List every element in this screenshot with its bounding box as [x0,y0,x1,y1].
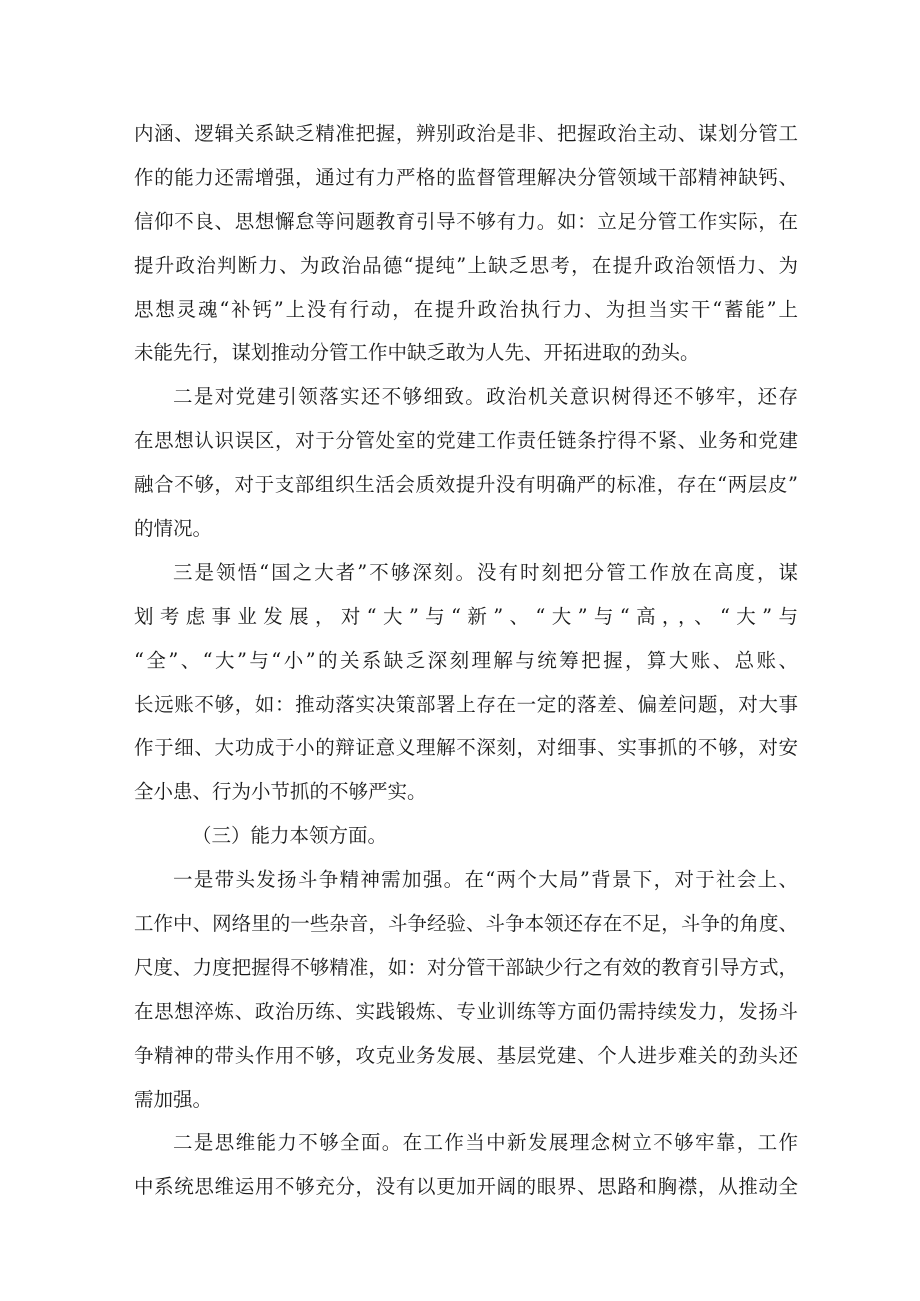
text-line: 全小患、行为小节抓的不够严实。 [134,780,427,804]
text-line: 在思想淬炼、政治历练、实践锻炼、专业训练等方面仍需持续发力，发扬斗 [134,999,798,1023]
text-line: 一是带头发扬斗争精神需加强。在“两个大局”背景下，对于社会上、 [173,868,798,892]
text-line: 内涵、逻辑关系缺乏精准把握，辨别政治是非、把握政治主动、谋划分管工 [134,122,798,145]
text-line: “全”、“大”与“小”的关系缺乏深刻理解与统筹把握，算大账、总账、 [134,648,798,672]
paragraph [134,551,798,814]
text-line: 工作中、网络里的一些杂音，斗争经验、斗争本领还存在不足，斗争的角度、 [134,912,798,936]
text-line: 长远账不够，如：推动落实决策部署上存在一定的落差、偏差问题，对大事 [134,692,798,716]
paragraph [134,375,798,551]
text-line: 二是思维能力不够全面。在工作当中新发展理念树立不够牢靠，工作 [173,1131,798,1155]
paragraph [134,858,798,1121]
text-line: 思想灵魂“补钙”上没有行动，在提升政治执行力、为担当实干“蓄能”上 [134,297,798,321]
text-line: 争精神的带头作用不够，攻克业务发展、基层党建、个人进步难关的劲头还 [134,1043,798,1067]
paragraph [134,112,798,375]
text-line: （三）能力本领方面。 [192,824,388,848]
text-line: 中系统思维运用不够充分，没有以更加开阔的眼界、思路和胸襟，从推动全 [134,1175,798,1199]
text-line: 三是领悟“国之大者”不够深刻。没有时刻把分管工作放在高度，谋 [173,560,798,584]
document-body [134,112,798,1209]
text-line: 提升政治判断力、为政治品德“提纯”上缺乏思考，在提升政治领悟力、为 [134,253,798,277]
text-line: 融合不够，对于支部组织生活会质效提升没有明确严的标准，存在“两层皮” [134,473,798,497]
text-line: 未能先行，谋划推动分管工作中缺乏敢为人先、开拓进取的劲头。 [134,341,700,365]
section-heading [134,814,798,858]
text-line: 的情况。 [134,517,213,541]
text-line: 信仰不良、思想懈怠等问题教育引导不够有力。如：立足分管工作实际，在 [134,209,798,233]
text-line: 二是对党建引领落实还不够细致。政治机关意识树得还不够牢，还存 [173,385,798,409]
text-line: 作于细、大功成于小的辩证意义理解不深刻，对细事、实事抓的不够，对安 [134,736,798,760]
paragraph [134,1121,798,1209]
text-line: 需加强。 [134,1087,213,1111]
text-line: 划考虑事业发展，对“大”与“新”、“大”与“高，，、“大”与 [134,604,798,628]
text-line: 尺度、力度把握得不够精准，如：对分管干部缺少行之有效的教育引导方式， [134,955,798,979]
text-line: 作的能力还需增强，通过有力严格的监督管理解决分管领域干部精神缺钙、 [134,165,798,189]
text-line: 在思想认识误区，对于分管处室的党建工作责任链条拧得不紧、业务和党建 [134,429,798,453]
